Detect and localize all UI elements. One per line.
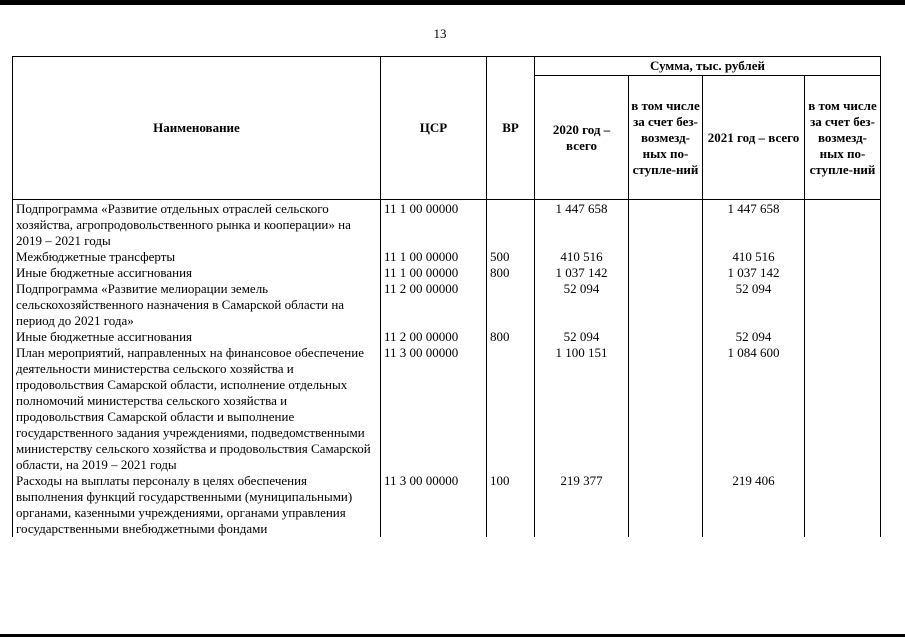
- col-header-2021-free: в том числе за счет без-возмезд-ных по-ступле-ний: [805, 76, 881, 200]
- row-2021-total: 52 094: [703, 329, 805, 345]
- bottom-rule: [0, 634, 905, 637]
- row-2020-total: 52 094: [535, 281, 629, 329]
- col-header-name: Наименование: [13, 57, 381, 200]
- row-name: План мероприятий, направленных на финансовое обеспечение деятельности министерства сельского хозяйства и продовольствия Самарской области, исполнение отдельных полномочий министерства сельского хозяйства и продовольствия Самарской области и выполнение государственного задания учреждениями, подведомственными министерству сельского хозяйства и продовольствия Самарской области, на 2019 – 2021 годы: [13, 345, 381, 473]
- row-vr: [487, 345, 535, 473]
- row-2021-free: [805, 200, 881, 250]
- top-rule: [0, 0, 905, 5]
- col-header-csr: ЦСР: [381, 57, 487, 200]
- table-row: [13, 281, 881, 329]
- row-2021-free: [805, 329, 881, 345]
- row-2020-total: 219 377: [535, 473, 629, 537]
- row-vr: 500: [487, 249, 535, 265]
- col-header-2021-total: 2021 год – всего: [703, 76, 805, 200]
- header-row-1: [13, 57, 881, 76]
- col-header-sum-group: Сумма, тыс. рублей: [535, 57, 881, 76]
- row-csr: 11 3 00 00000: [381, 473, 487, 537]
- row-name: Подпрограмма «Развитие отдельных отраслей сельского хозяйства, агропродовольственного рынка и кооперации» на 2019 – 2021 годы: [13, 200, 381, 250]
- table-row: [13, 329, 881, 345]
- table-row: [13, 265, 881, 281]
- row-csr: 11 1 00 00000: [381, 249, 487, 265]
- row-2021-total: 1 037 142: [703, 265, 805, 281]
- row-csr: 11 2 00 00000: [381, 281, 487, 329]
- row-name: Подпрограмма «Развитие мелиорации земель сельскохозяйственного назначения в Самарской области на период до 2021 года»: [13, 281, 381, 329]
- row-2020-free: [629, 265, 703, 281]
- table-row: [13, 345, 881, 473]
- row-2021-free: [805, 473, 881, 537]
- table-row: [13, 249, 881, 265]
- row-2020-free: [629, 249, 703, 265]
- row-name: Иные бюджетные ассигнования: [13, 265, 381, 281]
- row-vr: [487, 200, 535, 250]
- row-2021-total: 52 094: [703, 281, 805, 329]
- row-2021-total: 219 406: [703, 473, 805, 537]
- row-2021-free: [805, 249, 881, 265]
- budget-table: [12, 56, 881, 537]
- col-header-vr: ВР: [487, 57, 535, 200]
- row-vr: [487, 281, 535, 329]
- row-vr: 800: [487, 329, 535, 345]
- row-name: Межбюджетные трансферты: [13, 249, 381, 265]
- row-vr: 100: [487, 473, 535, 537]
- row-name: Иные бюджетные ассигнования: [13, 329, 381, 345]
- row-2021-total: 410 516: [703, 249, 805, 265]
- row-csr: 11 3 00 00000: [381, 345, 487, 473]
- row-2021-free: [805, 265, 881, 281]
- row-2020-total: 1 037 142: [535, 265, 629, 281]
- row-2021-total: 1 084 600: [703, 345, 805, 473]
- table-row: [13, 200, 881, 250]
- row-2020-free: [629, 281, 703, 329]
- row-2020-free: [629, 200, 703, 250]
- row-2021-free: [805, 345, 881, 473]
- row-2020-free: [629, 345, 703, 473]
- row-csr: 11 1 00 00000: [381, 265, 487, 281]
- row-2020-total: 410 516: [535, 249, 629, 265]
- row-csr: 11 1 00 00000: [381, 200, 487, 250]
- row-csr: 11 2 00 00000: [381, 329, 487, 345]
- row-2021-total: 1 447 658: [703, 200, 805, 250]
- row-2020-total: 52 094: [535, 329, 629, 345]
- row-2020-total: 1 447 658: [535, 200, 629, 250]
- row-vr: 800: [487, 265, 535, 281]
- row-2021-free: [805, 281, 881, 329]
- row-2020-free: [629, 473, 703, 537]
- table-row: [13, 473, 881, 537]
- col-header-2020-total: 2020 год – всего: [535, 76, 629, 200]
- row-name: Расходы на выплаты персоналу в целях обеспечения выполнения функций государственными (муниципальными) органами, казенными учреждениями, органами управления государственными внебюджетными фондами: [13, 473, 381, 537]
- page-number: 13: [433, 26, 447, 41]
- row-2020-free: [629, 329, 703, 345]
- col-header-2020-free: в том числе за счет без-возмезд-ных по-ступле-ний: [629, 76, 703, 200]
- row-2020-total: 1 100 151: [535, 345, 629, 473]
